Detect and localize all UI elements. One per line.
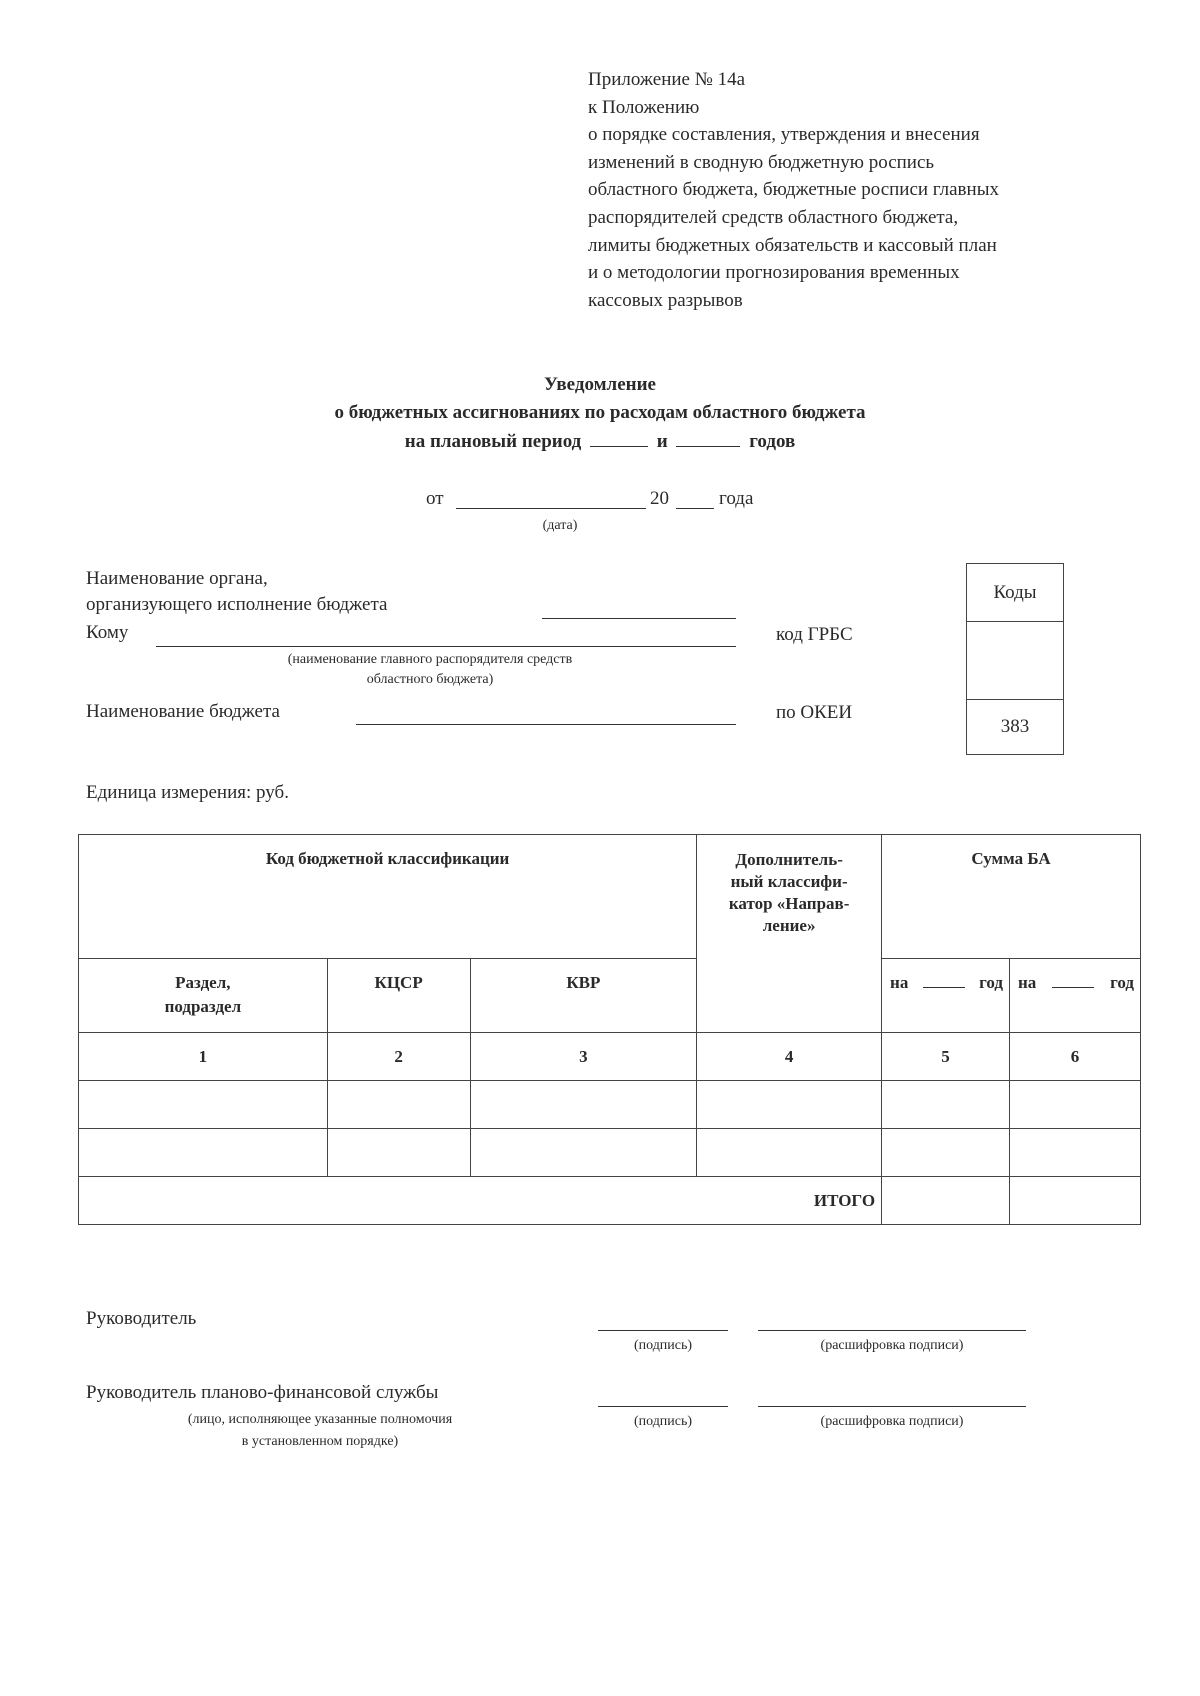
column-number: 3 bbox=[470, 1033, 697, 1081]
year-blank-2[interactable] bbox=[676, 430, 740, 447]
total-row bbox=[79, 1177, 1141, 1225]
allocations-table bbox=[78, 834, 1141, 1225]
extra-classifier-header-line: Дополнитель- bbox=[735, 850, 843, 869]
appendix-note bbox=[588, 66, 1148, 314]
appendix-line: изменений в сводную бюджетную роспись bbox=[588, 151, 935, 173]
grbs-code-cell[interactable] bbox=[967, 622, 1063, 700]
grbs-label: код ГРБС bbox=[776, 624, 853, 645]
kvr-header: КВР bbox=[470, 959, 697, 1033]
table-row bbox=[79, 1081, 1141, 1129]
subsection-header-line: подраздел bbox=[164, 997, 242, 1016]
document-title: Уведомление bbox=[544, 374, 656, 395]
extra-classifier-header bbox=[697, 835, 882, 1033]
year-1-prefix: на bbox=[890, 973, 909, 992]
table-cell[interactable] bbox=[79, 1129, 328, 1177]
finance-decode-caption: (расшифровка подписи) bbox=[820, 1414, 964, 1429]
planning-period-label: на плановый период bbox=[404, 431, 582, 452]
column-number: 5 bbox=[882, 1033, 1010, 1081]
org-label-line1: Наименование органа, bbox=[86, 568, 268, 589]
document-subtitle: о бюджетных ассигнованиях по расходам областного бюджета bbox=[334, 402, 866, 423]
year-2-header bbox=[1010, 959, 1141, 1033]
appendix-line: Приложение № 14а bbox=[588, 69, 746, 90]
head-signature-field[interactable] bbox=[598, 1330, 728, 1331]
budget-name-field[interactable] bbox=[356, 724, 736, 725]
planning-period-and: и bbox=[656, 431, 668, 452]
year-1-suffix: год bbox=[979, 973, 1003, 992]
table-cell[interactable] bbox=[79, 1081, 328, 1129]
date-year-prefix: 20 bbox=[650, 488, 669, 509]
date-suffix: года bbox=[719, 488, 754, 509]
table-row bbox=[79, 1129, 1141, 1177]
planning-period-years: годов bbox=[749, 431, 796, 452]
column-number: 1 bbox=[79, 1033, 328, 1081]
year-2-blank[interactable] bbox=[1052, 973, 1094, 988]
table-cell[interactable] bbox=[470, 1129, 697, 1177]
head-decode-caption: (расшифровка подписи) bbox=[820, 1338, 964, 1353]
finance-note-line2: в установленном порядке) bbox=[241, 1434, 399, 1449]
table-cell[interactable] bbox=[697, 1129, 882, 1177]
kbk-header: Код бюджетной классификации bbox=[79, 835, 697, 959]
finance-signature-caption: (подпись) bbox=[633, 1414, 693, 1429]
date-year-field[interactable] bbox=[676, 508, 714, 509]
date-field[interactable] bbox=[456, 508, 646, 509]
table-cell[interactable] bbox=[327, 1129, 470, 1177]
total-cell-year-2[interactable] bbox=[1010, 1177, 1141, 1225]
recipient-label: Кому bbox=[86, 622, 129, 643]
total-cell-year-1[interactable] bbox=[882, 1177, 1010, 1225]
column-number: 6 bbox=[1010, 1033, 1141, 1081]
appendix-line: о порядке составления, утверждения и внесения bbox=[588, 124, 980, 146]
table-cell[interactable] bbox=[470, 1081, 697, 1129]
budget-name-label: Наименование бюджета bbox=[86, 701, 280, 722]
appendix-line: распорядителей средств областного бюджета, bbox=[588, 206, 959, 228]
table-cell[interactable] bbox=[697, 1081, 882, 1129]
date-caption: (дата) bbox=[542, 518, 578, 533]
head-decode-field[interactable] bbox=[758, 1330, 1026, 1331]
recipient-field[interactable] bbox=[156, 646, 736, 647]
sum-ba-header: Сумма БА bbox=[882, 835, 1141, 959]
extra-classifier-header-line: ный классифи- bbox=[730, 872, 848, 891]
appendix-line: к Положению bbox=[588, 96, 700, 118]
appendix-line: лимиты бюджетных обязательств и кассовый план bbox=[588, 234, 997, 256]
head-signature-caption: (подпись) bbox=[633, 1338, 693, 1353]
appendix-line: кассовых разрывов bbox=[588, 289, 743, 311]
extra-classifier-header-line: ление» bbox=[762, 916, 816, 935]
year-blank-1[interactable] bbox=[590, 430, 648, 447]
finance-note-line1: (лицо, исполняющее указанные полномочия bbox=[187, 1412, 453, 1427]
codes-box bbox=[966, 563, 1064, 755]
date-prefix: от bbox=[426, 488, 444, 509]
finance-signature-field[interactable] bbox=[598, 1406, 728, 1407]
table-cell[interactable] bbox=[882, 1081, 1010, 1129]
table-cell[interactable] bbox=[1010, 1129, 1141, 1177]
okei-code-cell: 383 bbox=[1000, 716, 1030, 737]
finance-decode-field[interactable] bbox=[758, 1406, 1026, 1407]
year-1-blank[interactable] bbox=[923, 973, 965, 988]
year-1-header bbox=[882, 959, 1010, 1033]
kcsr-header: КЦСР bbox=[327, 959, 470, 1033]
extra-classifier-header-line: катор «Направ- bbox=[728, 894, 850, 913]
section-subsection-header bbox=[79, 959, 328, 1033]
section-header-line: Раздел, bbox=[175, 973, 231, 992]
recipient-caption-line2: областного бюджета) bbox=[366, 672, 494, 687]
org-field[interactable] bbox=[542, 618, 736, 619]
year-2-suffix: год bbox=[1110, 973, 1134, 992]
appendix-line: и о методологии прогнозирования временных bbox=[588, 262, 960, 284]
recipient-caption-line1: (наименование главного распорядителя средств bbox=[287, 652, 573, 667]
table-cell[interactable] bbox=[327, 1081, 470, 1129]
finance-head-label: Руководитель планово-финансовой службы bbox=[86, 1382, 439, 1403]
column-number: 4 bbox=[697, 1033, 882, 1081]
column-number: 2 bbox=[327, 1033, 470, 1081]
appendix-line: областного бюджета, бюджетные росписи главных bbox=[588, 179, 999, 201]
table-cell[interactable] bbox=[882, 1129, 1010, 1177]
table-cell[interactable] bbox=[1010, 1081, 1141, 1129]
okei-label: по ОКЕИ bbox=[776, 702, 853, 723]
total-label: ИТОГО bbox=[79, 1177, 882, 1225]
codes-header: Коды bbox=[967, 564, 1063, 622]
units-label: Единица измерения: руб. bbox=[86, 782, 289, 803]
year-2-prefix: на bbox=[1018, 973, 1037, 992]
head-label: Руководитель bbox=[86, 1308, 197, 1329]
org-label-line2: организующего исполнение бюджета bbox=[86, 594, 388, 615]
planning-period-line bbox=[0, 430, 1200, 453]
